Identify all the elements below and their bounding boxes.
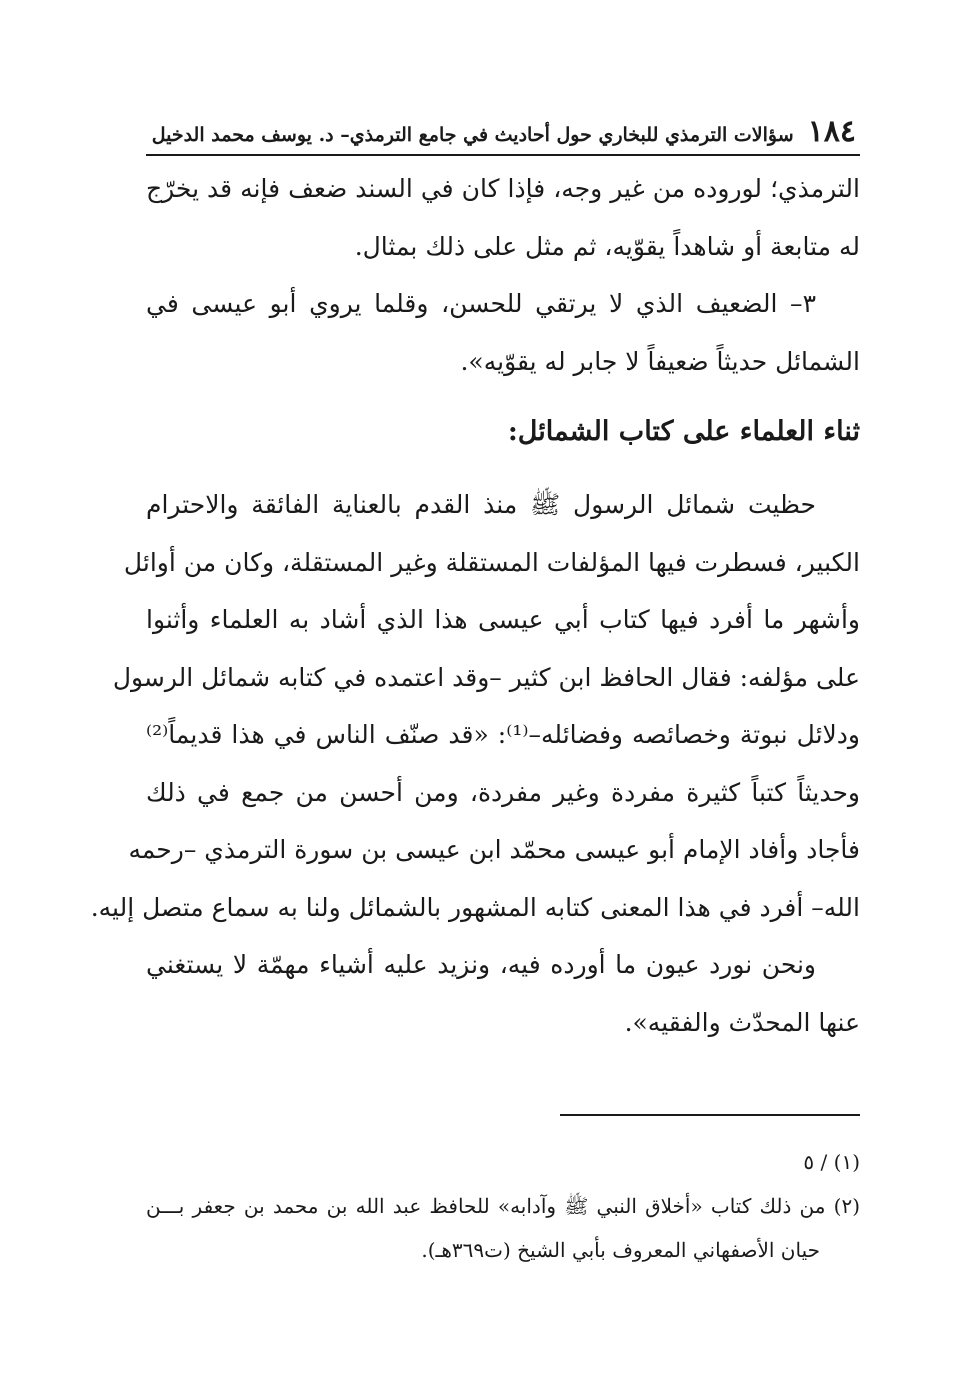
paragraph-line: ونحن نورد عيون ما أورده فيه، ونزيد عليه أشياء مهمّة لا يستغني — [146, 950, 816, 979]
footnote-separator — [560, 1114, 860, 1116]
paragraph-line: الله– أفرد في هذا المعنى كتابه المشهور بالشمائل ولنا به سماع متصل إليه. — [90, 892, 860, 922]
document-page — [90, 100, 860, 1300]
footnotes — [146, 1140, 860, 1272]
footnote-1: (١) / ٥ — [803, 1150, 860, 1174]
paragraph-line: وأشهر ما أفرد فيها كتاب أبي عيسى هذا الذي أشاد به العلماء وأثنوا — [146, 605, 860, 634]
paragraph-line: ٣– الضعيف الذي لا يرتقي للحسن، وقلما يروي أبو عيسى في — [146, 289, 816, 318]
page-number: ١٨٤ — [807, 114, 856, 149]
paragraph-line: له متابعة أو شاهداً يقوّيه، ثم مثل على ذلك بمثال. — [354, 231, 860, 261]
paragraph-line: الشمائل حديثاً ضعيفاً لا جابر له يقوّيه». — [460, 346, 860, 376]
body-text — [90, 160, 860, 1051]
footnote-2-continuation: حيان الأصفهاني المعروف بأبي الشيخ (ت٣٦٩هـ). — [421, 1238, 820, 1262]
paragraph-line: الكبير، فسطرت فيها المؤلفات المستقلة وغير المستقلة، وكان من أوائل — [123, 547, 860, 577]
footnote-2: (٢) من ذلك كتاب «أخلاق النبي ﷺ وآدابه» للحافظ عبد الله بن محمد بن جعفر بـــن — [146, 1194, 860, 1218]
paragraph-line: على مؤلفه: فقال الحافظ ابن كثير –وقد اعتمده في كتابه شمائل الرسول — [112, 662, 860, 692]
section-heading: ثناء العلماء على كتاب الشمائل: — [507, 416, 860, 447]
paragraph-line: فأجاد وأفاد الإمام أبو عيسى محمّد ابن عيسى بن سورة الترمذي –رحمه — [128, 835, 860, 864]
running-title: سؤالات الترمذي للبخاري حول أحاديث في جامع الترمذي– د. يوسف محمد الدخيل — [151, 124, 794, 146]
page-header — [146, 110, 860, 156]
paragraph-line: وحديثاً كتباً كثيرة مفردة وغير مفردة، ومن أحسن من جمع في ذلك — [146, 777, 860, 807]
paragraph-line: حظيت شمائل الرسول ﷺ منذ القدم بالعناية الفائقة والاحترام — [146, 490, 816, 519]
paragraph-line: عنها المحدّث والفقيه». — [624, 1007, 860, 1037]
paragraph-line: ودلائل نبوتة وخصائصه وفضائله–⁽¹⁾: «قد صنّف الناس في هذا قديماً⁽²⁾ — [146, 720, 860, 749]
paragraph-line: الترمذي؛ لوروده من غير وجه، فإذا كان في السند ضعف فإنه قد يخرّج — [146, 174, 860, 203]
